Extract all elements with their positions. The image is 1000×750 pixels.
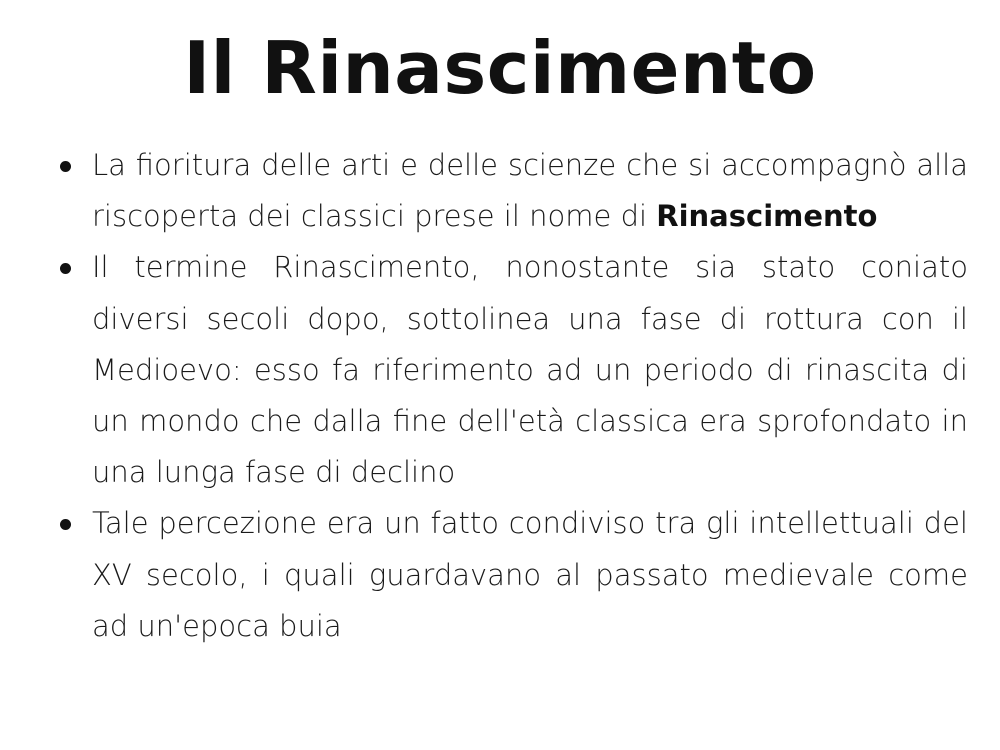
- list-item: [92, 498, 968, 652]
- bullet-text: Il termine Rinascimento, nonostante sia stato coniato diversi secoli dopo, sottolinea una fase di rottura con il Medioevo: esso fa riferimento ad un periodo di rinascita di un mondo che dalla fine dell'età classica era sprofondato in una lunga fase di declino: [92, 250, 968, 490]
- bullet-text: Tale percezione era un fatto condiviso tra gli intellettuali del XV secolo, i quali guardavano al passato medievale come ad un'epoca buia: [92, 506, 968, 643]
- bullet-text: La fioritura delle arti e delle scienze che si accompagnò alla riscoperta dei classici prese il nome di: [92, 148, 968, 234]
- bullet-bold-term: Rinascimento: [656, 199, 878, 234]
- bullet-dot-icon: [60, 161, 71, 172]
- list-item: [92, 140, 968, 242]
- bullet-list: [92, 140, 968, 652]
- page-title: Il Rinascimento: [183, 26, 817, 110]
- bullet-dot-icon: [60, 263, 71, 274]
- bullet-dot-icon: [60, 519, 71, 530]
- list-item: [92, 242, 968, 498]
